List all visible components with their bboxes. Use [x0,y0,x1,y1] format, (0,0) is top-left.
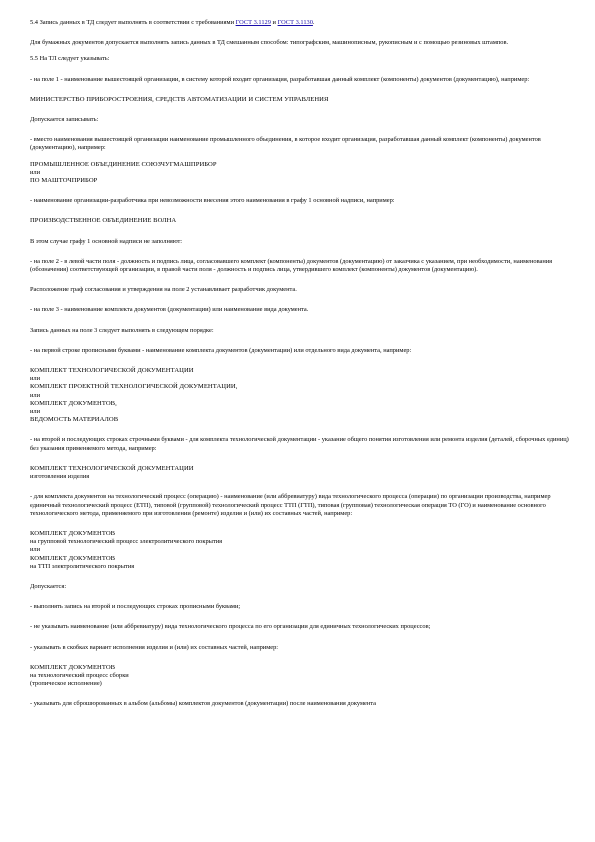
paragraph-album: - указывать для сброшюрованных в альбом (альбомы) комплектов документов (документации) после наименования документа [30,700,376,708]
example-production-association: ПРОИЗВОДСТВЕННОЕ ОБЪЕДИНЕНИЕ ВОЛНА [30,217,177,225]
example-line: (тропическое исполнение) [30,680,102,688]
example-ministry: МИНИСТЕРСТВО ПРИБОРОСТРОЕНИЯ, СРЕДСТВ АВТОМАТИЗАЦИИ И СИСТЕМ УПРАВЛЕНИЯ [30,95,329,103]
paragraph-uppercase-allowed: - выполнять запись на второй и последующих строках прописными буквами; [30,603,241,611]
example-line: КОМПЛЕКТ ТЕХНОЛОГИЧЕСКОЙ ДОКУМЕНТАЦИИ [30,367,194,375]
paragraph-mixed-method: Для бумажных документов допускается выполнять запись данных в ТД смешанным способом: типографским, машинописным, рукописным и с помощью резиновых штампов. [30,39,509,47]
paragraph-graph-1: В этом случае графу 1 основной надписи не заполняют: [30,237,183,245]
paragraph-field-1: - на поле 1 - наименование вышестоящей организации, в систему которой входит организация, разработавшая данный комплект (компоненты) документов (документацию), например: [30,75,530,83]
example-or: или [30,408,41,416]
conjunction-text: и [270,19,278,26]
gost-3-1130-link[interactable]: ГОСТ 3.1130 [277,19,313,26]
example-line: ПРОМЫШЛЕННОЕ ОБЪЕДИНЕНИЕ СОЮЗЧУГМАШПРИБОР [30,160,217,168]
example-line: КОМПЛЕКТ ДОКУМЕНТОВ, [30,399,117,407]
example-line: на ТТП электролитического покрытия [30,562,135,570]
paragraph-process-kit: - для комплекта документов на технологический процесс (операцию) - наименование (или аббревиатуру) вида технологического процесса (операции) по организации производства, например единичный технологический процесс (ЕТП), типовой (групповой) технологический процесс ТТП (ГТП), типовая (групповая) технологическая операция ТО (ГО) и наименование основного технологического метода, применяемого при изготовлении (ремонте) изделия и (или) их составных частей, например: [30,493,551,517]
paragraph-first-line: - на первой строке прописными буквами - наименование комплекта документов (документации) или отдельного вида документа, например: [30,346,412,354]
example-line: КОМПЛЕКТ ПРОЕКТНОЙ ТЕХНОЛОГИЧЕСКОЙ ДОКУМЕНТАЦИИ, [30,383,238,391]
example-manufacturing [30,465,570,481]
example-association [30,161,570,186]
gost-3-1129-link[interactable]: ГОСТ 3.1129 [235,19,271,26]
example-or: или [30,375,41,383]
example-line: на технологический процесс сборки [30,671,129,679]
example-line: ВЕДОМОСТЬ МАТЕРИАЛОВ [30,416,119,424]
paragraph-allowed-2: Допускается: [30,582,67,590]
example-line: КОМПЛЕКТ ДОКУМЕНТОВ [30,663,116,671]
example-or: или [30,546,41,554]
paragraph-field-2: - на поле 2 - в левой части поля - должность и подпись лица, согласовавшего комплект (компоненты) документов (документацию) от заказчика с указанием, при необходимости, наименования (обозначения) соответствующей организации, в правой части поля - должность и подпись лица, утвердившего комплект (компоненты) документов (документацию). [30,257,553,274]
clause-5-4 [30,19,570,27]
example-assembly [30,664,570,689]
example-process-kit [30,530,570,571]
paragraph-single-process: - не указывать наименование (или аббревиатуру) вида технологического процесса по его организации для единичных технологических процессов; [30,623,431,631]
example-line: ПО МАШТОЧПРИБОР [30,177,98,185]
paragraph-field-3-order: Запись данных на поле 3 следует выполнять в следующем порядке: [30,326,214,334]
period-text: . [312,19,315,26]
clause-5-4-text: 5.4 Запись данных в ТД следует выполнять в соответствии с требованиями [30,19,236,26]
document-page [30,19,570,709]
paragraph-field-3: - на поле 3 - наименование комплекта документов (документации) или наименование вида документа. [30,306,309,314]
example-line: КОМПЛЕКТ ДОКУМЕНТОВ [30,529,116,537]
paragraph-second-line: - на второй и последующих строках строчными буквами - для комплекта технологической документации - указание общего понятия изготовления или ремонта изделия (деталей, сборочных единиц) без указания применяемого метода, например: [30,436,569,452]
clause-5-5: 5.5 На ТЛ следует указывать: [30,55,110,63]
example-line: КОМПЛЕКТ ДОКУМЕНТОВ [30,554,116,562]
example-line: КОМПЛЕКТ ТЕХНОЛОГИЧЕСКОЙ ДОКУМЕНТАЦИИ [30,464,194,472]
example-kit-names [30,367,570,424]
paragraph-developer-name: - наименование организации-разработчика при невозможности внесения этого наименования в графу 1 основной надписи, например: [30,197,395,205]
paragraph-industrial-association: - вместо наименования вышестоящей организации наименование промышленного объединения, в которое входит организация, разработавшая данный комплект (компоненты) документов (документацию), например: [30,136,541,152]
example-or: или [30,168,41,176]
paragraph-variant: - указывать в скобках вариант исполнения изделия и (или) их составных частей, например: [30,643,279,651]
example-line: изготовления изделия [30,473,90,481]
paragraph-allowed: Допускается записывать: [30,116,99,124]
example-line: на групповой технологический процесс электролитического покрытия [30,538,223,546]
example-or: или [30,391,41,399]
paragraph-approval-layout: Расположение граф согласования и утверждения на поле 2 устанавливает разработчик документа. [30,286,297,294]
